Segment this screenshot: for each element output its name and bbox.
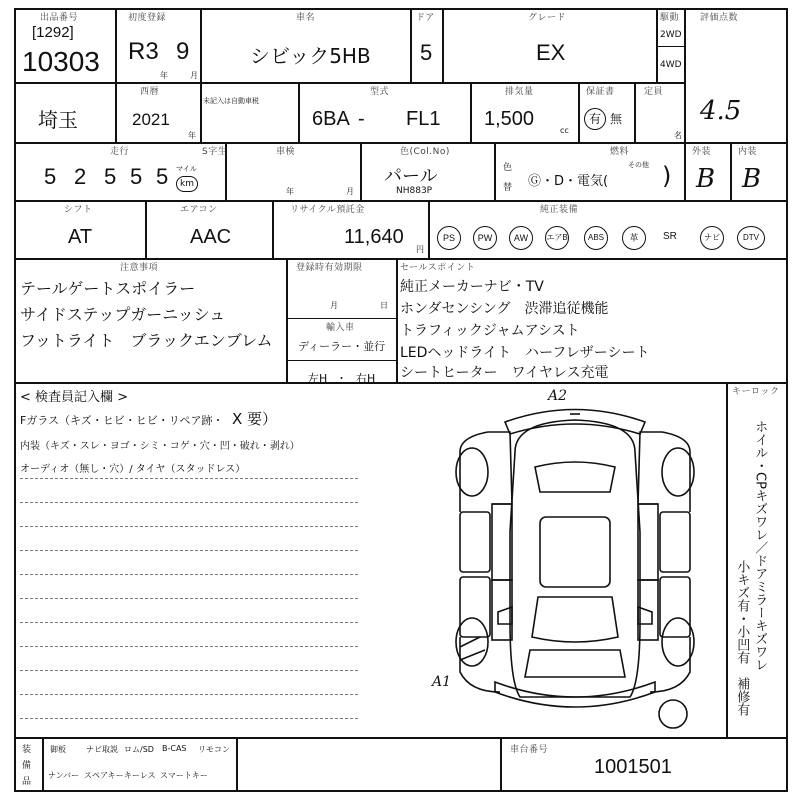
fuel-label: 燃料: [610, 147, 630, 157]
interior-grade: B: [742, 164, 762, 194]
checker-glass-mark: X 要）: [232, 410, 278, 428]
drive-divider: [656, 46, 684, 47]
row-divider: [14, 737, 788, 739]
legend-col-1: ホイル・CPキズワレ／ドアミラーキズワレ: [752, 420, 768, 671]
displacement-unit: cc: [560, 126, 569, 135]
frame-bottom: [14, 790, 788, 792]
mileage-digit: 5: [104, 164, 117, 189]
equipment-label: 純正装備: [540, 205, 579, 215]
displacement-value: 1,500: [484, 108, 535, 130]
car-name: シビック5HB: [250, 44, 371, 68]
notes-label: 注意事項: [120, 263, 159, 273]
col-divider: [42, 737, 44, 790]
dash-line: [20, 694, 358, 695]
equip-airbag: エアB: [545, 226, 569, 250]
col-divider: [360, 142, 362, 200]
year-label: 西暦: [140, 87, 160, 97]
color-name: パール: [384, 166, 438, 187]
mileage-digit: 5: [44, 164, 57, 189]
bottom-left-3: 品: [22, 777, 32, 787]
grade-label: グレード: [528, 13, 567, 23]
equip-item: ロム/SD: [124, 745, 154, 754]
fuel-close: ): [662, 162, 672, 190]
capacity-unit: 名: [674, 131, 682, 140]
not-reg-note: 未記入は自動車税: [203, 97, 259, 105]
import-left: 左H: [308, 372, 328, 385]
equip-aw: AW: [509, 226, 533, 250]
shift-label: シフト: [64, 205, 93, 215]
recycle-unit: 円: [416, 245, 424, 254]
model-code: FL1: [406, 108, 441, 130]
reg-month-char: 月: [190, 71, 198, 80]
col-divider: [494, 142, 496, 200]
col-divider: [298, 82, 300, 142]
damage-a1: A1: [432, 674, 452, 690]
equip-item: 御板: [50, 745, 66, 754]
color-change-2: 替: [503, 183, 513, 193]
sales-point-3: トラフィックジャムアシスト: [400, 323, 580, 339]
equip-pw: PW: [473, 226, 497, 250]
col-divider: [730, 142, 732, 200]
bottom-left-2: 備: [22, 761, 32, 771]
prefecture: 埼玉: [38, 108, 78, 132]
col-divider: [272, 200, 274, 258]
inspect-day: 日: [380, 301, 388, 310]
sales-point-4: LEDヘッドライト ハーフレザーシート: [400, 345, 650, 361]
dash-line: [20, 670, 358, 671]
equip-item: キーレス: [124, 771, 156, 780]
import-dot: ・: [336, 372, 347, 385]
aircon-value: AAC: [190, 226, 232, 248]
checker-interior: 内装（キズ・スレ・ヨゴ・シミ・コゲ・穴・凹・破れ・剥れ）: [20, 441, 300, 452]
row-divider: [14, 382, 788, 384]
inspection-year: 年: [286, 187, 294, 196]
col-divider: [578, 82, 580, 142]
equip-leather: 革: [622, 226, 646, 250]
import-label: 輸入車: [326, 323, 355, 333]
sales-point-1: 純正メーカーナビ・TV: [400, 279, 544, 295]
reg-era: R3: [128, 38, 159, 65]
dash-line: [20, 598, 358, 599]
score-label: 評価点数: [700, 13, 739, 23]
reg-month: 9: [176, 38, 190, 65]
dash-line: [20, 574, 358, 575]
mileage-km: km: [176, 176, 198, 192]
model-prefix: 6BA: [312, 108, 350, 130]
score-handwritten: 4.5: [700, 96, 742, 126]
checker-title: < 検査員記入欄 >: [20, 390, 129, 405]
displacement-label: 排気量: [505, 87, 534, 97]
first-reg-label: 初度登録: [128, 13, 167, 23]
col-divider: [500, 737, 502, 790]
import-right: 右H: [356, 372, 376, 385]
equip-item: ナンバー: [48, 771, 80, 780]
equip-abs: ABS: [584, 226, 608, 250]
vehicle-no-label: 車台番号: [510, 745, 549, 755]
equip-dtv: DTV: [737, 226, 765, 250]
grade-value: EX: [536, 40, 566, 65]
recycle-amount: 11,640: [344, 226, 404, 248]
aircon-label: エアコン: [180, 205, 218, 215]
interior-label: 内装: [738, 147, 758, 157]
checker-glass: Fガラス（キズ・ヒビ・ヒビ・リペア跡・: [20, 414, 224, 427]
drive-2wd: 2WD: [660, 30, 682, 40]
row-sub: [286, 360, 396, 361]
year-western: 2021: [132, 110, 170, 129]
dash-line: [20, 718, 358, 719]
dash-line: [20, 502, 358, 503]
shift-value: AT: [68, 226, 93, 248]
import-dealer: ディーラー・並行: [298, 340, 386, 353]
damage-a2: A2: [548, 388, 568, 404]
dash-line: [20, 646, 358, 647]
frame-left: [14, 8, 16, 792]
equip-navi: ナビ: [700, 226, 724, 250]
car-damage-diagram: [430, 392, 720, 732]
mileage-mile: マイル: [176, 165, 197, 173]
col-divider: [442, 8, 444, 82]
mileage-digit: 5: [130, 164, 143, 189]
inspection-label: 車検: [276, 147, 296, 157]
inspect-month: 月: [330, 301, 338, 310]
reg-year-char: 年: [160, 71, 168, 80]
col-divider: [200, 8, 202, 82]
dash-line: [20, 622, 358, 623]
model-label: 車名: [296, 13, 316, 23]
fuel-other: その他: [628, 161, 649, 169]
equip-sunroof: SR: [663, 231, 677, 242]
warranty-no: 無: [610, 112, 623, 126]
warranty-label: 保証書: [586, 87, 615, 97]
col-divider: [115, 8, 117, 142]
note-1: テールゲートスポイラー: [20, 279, 196, 298]
inspection-month: 月: [346, 187, 354, 196]
col-divider: [684, 142, 686, 200]
drive-label: 駆動: [660, 13, 680, 23]
exterior-label: 外装: [692, 147, 712, 157]
color-code: NH883P: [396, 186, 433, 196]
mileage-unit-note: S字生: [202, 147, 228, 157]
legend-col-2: 小キズ有・小凹有 補修有: [734, 560, 750, 716]
exterior-grade: B: [696, 164, 716, 194]
equip-item: スマートキー: [160, 771, 208, 780]
mileage-digit: 2: [74, 164, 87, 189]
model-sep: -: [358, 108, 365, 130]
col-divider: [634, 82, 636, 142]
col-divider: [236, 737, 238, 790]
col-divider: [726, 382, 728, 737]
doors-value: 5: [420, 40, 433, 65]
color-label: 色(Col.No): [400, 147, 450, 157]
equip-item: リモコン: [198, 745, 230, 754]
lot-bracket: [1292]: [32, 24, 74, 41]
note-3: フットライト ブラックエンブレム: [20, 331, 273, 350]
key-lock-label: キーロック: [732, 387, 780, 397]
dash-line: [20, 550, 358, 551]
equip-item: スペアキー: [84, 771, 124, 780]
equip-ps: PS: [437, 226, 461, 250]
equip-item: ナビ取説: [86, 745, 118, 754]
drive-4wd: 4WD: [660, 60, 682, 70]
equip-item: B-CAS: [162, 744, 187, 753]
sales-point-5: シートヒーター ワイヤレス充電: [400, 365, 609, 381]
dash-line: [20, 478, 358, 479]
col-divider: [410, 8, 412, 82]
recycle-label: リサイクル預託金: [290, 205, 365, 215]
doors-label: ドア: [416, 13, 435, 23]
color-change-1: 色: [503, 163, 513, 173]
col-divider: [684, 8, 686, 142]
mileage-label: 走行: [110, 147, 130, 157]
col-divider: [656, 8, 658, 82]
col-divider: [200, 82, 202, 142]
capacity-label: 定員: [644, 87, 664, 97]
note-2: サイドステップガーニッシュ: [20, 305, 226, 324]
fuel-text: Ⓖ・D・電気(: [528, 174, 609, 189]
year-char: 年: [188, 131, 196, 140]
frame-right: [786, 8, 788, 792]
col-divider: [286, 258, 288, 382]
sales-point-2: ホンダセンシング 渋滞追従機能: [400, 301, 609, 317]
mileage-digit: 5: [156, 164, 169, 189]
col-divider: [396, 258, 398, 382]
sales-points-label: セールスポイント: [400, 263, 476, 273]
lot-number: 10303: [22, 46, 100, 77]
col-divider: [428, 200, 430, 258]
vehicle-no: 1001501: [594, 756, 672, 778]
warranty-yes: 有: [584, 108, 606, 130]
col-divider: [470, 82, 472, 142]
row-sub: [286, 318, 396, 319]
col-divider: [145, 200, 147, 258]
lot-label: 出品番号: [40, 13, 79, 23]
spec-label: 型式: [370, 87, 390, 97]
inspect-record-label: 登録時有効期限: [296, 263, 363, 273]
bottom-left-1: 装: [22, 745, 32, 755]
row-divider: [14, 200, 788, 202]
dash-line: [20, 526, 358, 527]
checker-audio: オーディオ（無し・穴）/ タイヤ（スタッドレス）: [20, 464, 246, 475]
